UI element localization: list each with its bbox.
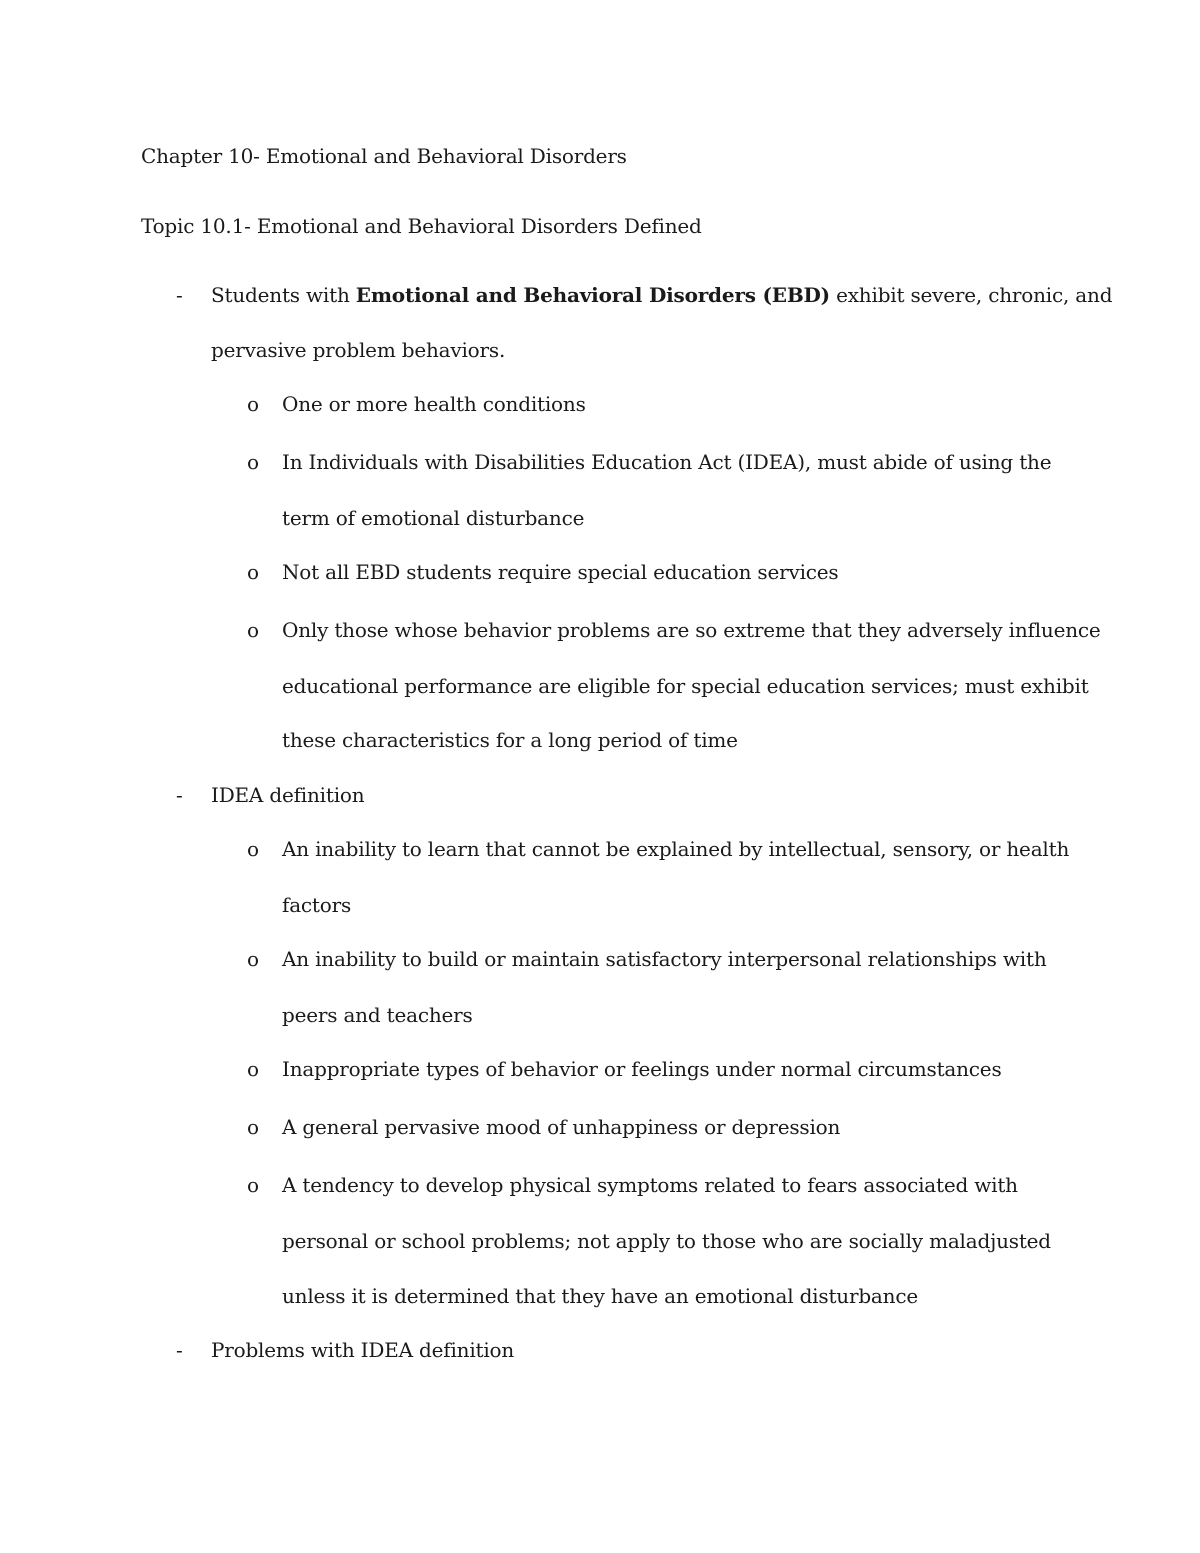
list-item-continuation: these characteristics for a long period of time xyxy=(282,728,738,752)
circle-bullet-icon: o xyxy=(247,450,260,474)
chapter-title: Chapter 10- Emotional and Behavioral Disorders xyxy=(141,144,627,168)
list-item-continuation: educational performance are eligible for special education services; must exhibit xyxy=(282,674,1089,698)
section-1-intro xyxy=(211,281,1112,309)
circle-bullet-icon: o xyxy=(247,618,260,642)
section-2-label: IDEA definition xyxy=(211,783,365,807)
list-item-continuation: factors xyxy=(282,893,352,917)
intro-suffix: exhibit severe, chronic, and xyxy=(829,283,1113,307)
section-3-label: Problems with IDEA definition xyxy=(211,1338,515,1362)
circle-bullet-icon: o xyxy=(247,1115,260,1139)
list-item: A general pervasive mood of unhappiness or depression xyxy=(282,1115,841,1139)
circle-bullet-icon: o xyxy=(247,1173,260,1197)
dash-bullet-icon: - xyxy=(176,1338,183,1362)
list-item: Inappropriate types of behavior or feelings under normal circumstances xyxy=(282,1057,1002,1081)
list-item-continuation: unless it is determined that they have an emotional disturbance xyxy=(282,1284,918,1308)
section-1-intro-line2: pervasive problem behaviors. xyxy=(211,338,506,362)
list-item: A tendency to develop physical symptoms related to fears associated with xyxy=(282,1173,1018,1197)
list-item-continuation: peers and teachers xyxy=(282,1003,473,1027)
list-item: An inability to build or maintain satisfactory interpersonal relationships with xyxy=(282,947,1047,971)
circle-bullet-icon: o xyxy=(247,1057,260,1081)
intro-prefix: Students with xyxy=(211,283,356,307)
list-item-continuation: term of emotional disturbance xyxy=(282,506,585,530)
list-item: In Individuals with Disabilities Education Act (IDEA), must abide of using the xyxy=(282,450,1052,474)
list-item: Not all EBD students require special education services xyxy=(282,560,839,584)
list-item: An inability to learn that cannot be explained by intellectual, sensory, or health xyxy=(282,837,1070,861)
dash-bullet-icon: - xyxy=(176,783,183,807)
topic-title: Topic 10.1- Emotional and Behavioral Disorders Defined xyxy=(141,214,702,238)
dash-bullet-icon: - xyxy=(176,283,183,307)
circle-bullet-icon: o xyxy=(247,837,260,861)
list-item-continuation: personal or school problems; not apply to those who are socially maladjusted xyxy=(282,1229,1051,1253)
circle-bullet-icon: o xyxy=(247,947,260,971)
intro-bold-term: Emotional and Behavioral Disorders (EBD) xyxy=(355,283,830,307)
circle-bullet-icon: o xyxy=(247,392,260,416)
list-item: One or more health conditions xyxy=(282,392,586,416)
circle-bullet-icon: o xyxy=(247,560,260,584)
list-item: Only those whose behavior problems are so extreme that they adversely influence xyxy=(282,618,1101,642)
